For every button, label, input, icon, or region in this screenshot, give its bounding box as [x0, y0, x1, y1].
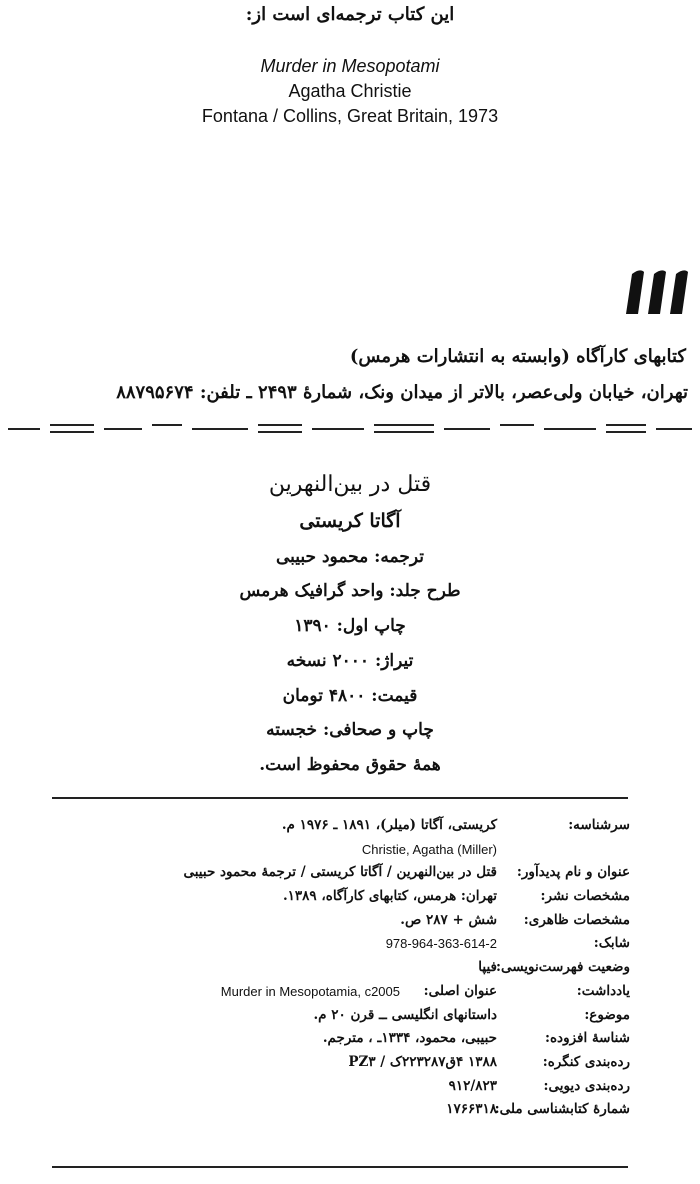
- catalog-label: مشخصات ظاهری:: [523, 911, 630, 928]
- dashed-divider: [8, 422, 692, 436]
- catalog-value: Christie, Agatha (Miller): [361, 841, 497, 857]
- catalog-label: شابک:: [593, 935, 630, 952]
- catalog-value: عنوان اصلی:: [423, 982, 497, 999]
- catalog-value: شش + ۲۸۷ ص.: [400, 911, 497, 928]
- catalog-row: [50, 861, 630, 885]
- catalog-value: 978-964-363-614-2: [385, 936, 497, 952]
- intro-text: این کتاب ترجمه‌ای است از:: [245, 4, 455, 25]
- print-run-info: تیراژ: ۲۰۰۰ نسخه: [286, 651, 414, 671]
- original-author: Agatha Christie: [288, 81, 412, 101]
- price-info: قیمت: ۴۸۰۰ تومان: [282, 686, 418, 706]
- catalog-label: شناسهٔ افزوده:: [545, 1030, 630, 1047]
- catalog-value: قتل در بین‌النهرین / آگاتا کریستی / ترجمهٔ محمود حبیبی: [183, 864, 497, 881]
- catalog-value: ۱۷۶۶۳۱۸: [446, 1101, 497, 1118]
- catalog-row: [50, 814, 630, 838]
- book-title: قتل در بین‌النهرین: [268, 472, 432, 497]
- catalog-value: فیپا: [478, 959, 497, 976]
- publisher-line: کتابهای کارآگاه (وابسته به انتشارات هرمس): [349, 346, 686, 367]
- publisher-address: تهران، خیابان ولی‌عصر، بالاتر از میدان ونک، شمارهٔ ۲۴۹۳ ـ تلفن: ۸۸۷۹۵۶۷۴: [116, 382, 688, 403]
- catalog-label: عنوان و نام پدیدآور:: [516, 864, 630, 881]
- catalog-value: تهران: هرمس، کتابهای کارآگاه، ۱۳۸۹.: [282, 888, 497, 905]
- catalog-label: وضعیت فهرست‌نویسی:: [496, 959, 630, 976]
- catalog-label: شمارهٔ کتابشناسی ملی:: [494, 1101, 630, 1118]
- catalog-top-rule: [52, 797, 628, 799]
- catalog-value: کریستی، آگاتا (میلر)، ۱۸۹۱ ـ ۱۹۷۶ م.: [281, 817, 497, 833]
- translator-credit: ترجمه: محمود حبیبی: [275, 547, 424, 567]
- edition-info: چاپ اول: ۱۳۹۰: [294, 616, 406, 636]
- catalog-row: [50, 1075, 630, 1099]
- catalog-row: [50, 1051, 630, 1075]
- catalog-row: [50, 1098, 630, 1122]
- printing-credit: چاپ و صحافی: خجسته: [266, 720, 434, 740]
- book-author: آگاتا کریستی: [299, 510, 401, 532]
- catalog-record: [50, 814, 630, 1122]
- catalog-row: [50, 885, 630, 909]
- catalog-label: مشخصات نشر:: [540, 888, 630, 905]
- catalog-label: موضوع:: [584, 1006, 630, 1023]
- catalog-row: [50, 1004, 630, 1028]
- catalog-row: [50, 980, 630, 1004]
- catalog-bottom-rule: [52, 1166, 628, 1168]
- catalog-value: ۱۳۸۸ ۴ق۲۲۳۲۸۷ک / PZ۳: [348, 1053, 497, 1070]
- catalog-label: یادداشت:: [576, 982, 630, 999]
- catalog-row: [50, 909, 630, 933]
- catalog-value: ۹۱۲/۸۲۳: [448, 1077, 497, 1094]
- catalog-value-extra: Murder in Mesopotamia, c2005: [220, 983, 400, 999]
- catalog-value: داستانهای انگلیسی ــ قرن ۲۰ م.: [313, 1006, 497, 1023]
- catalog-row: [50, 1027, 630, 1051]
- catalog-label: رده‌بندی کنگره:: [542, 1053, 630, 1070]
- catalog-label: سرشناسه:: [568, 817, 630, 833]
- catalog-row: [50, 932, 630, 956]
- publisher-logo-icon: [622, 268, 692, 314]
- catalog-value: حبیبی، محمود، ۱۳۳۴ـ ، مترجم.: [322, 1030, 497, 1047]
- catalog-label: رده‌بندی دیویی:: [543, 1077, 630, 1094]
- cover-design-credit: طرح جلد: واحد گرافیک هرمس: [239, 581, 461, 601]
- catalog-row: [50, 838, 630, 862]
- original-title: Murder in Mesopotami: [260, 56, 440, 76]
- original-publisher: Fontana / Collins, Great Britain, 1973: [201, 106, 499, 126]
- rights-notice: همهٔ حقوق محفوظ است.: [259, 755, 441, 775]
- catalog-row: [50, 956, 630, 980]
